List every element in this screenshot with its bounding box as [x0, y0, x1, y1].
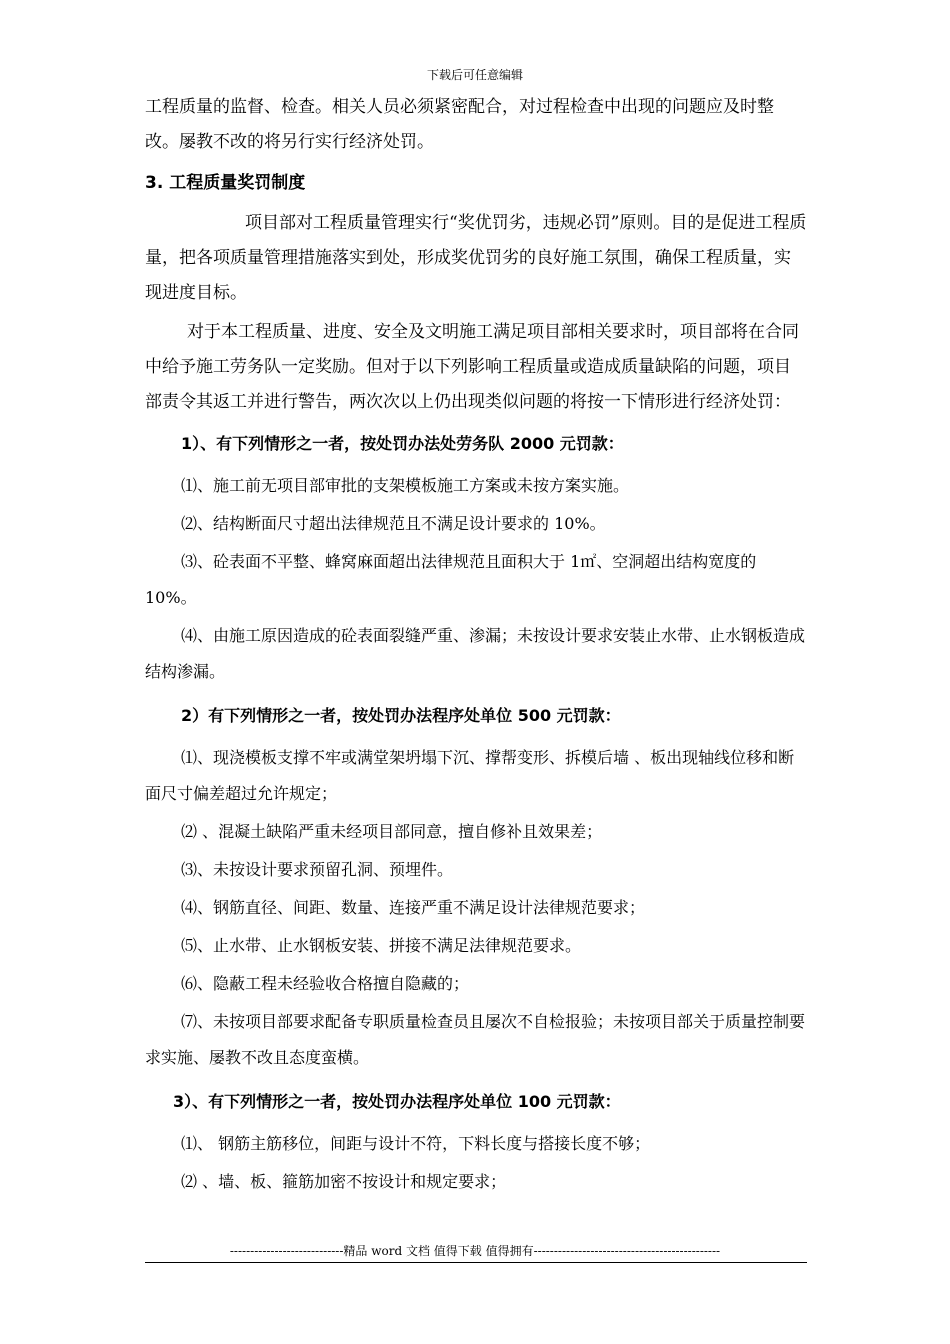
- paragraph-rewards: 对于本工程质量、进度、安全及文明施工满足项目部相关要求时，项目部将在合同中给予施工劳务队一定奖励。但对于以下列影响工程质量或造成质量缺陷的问题，项目部责令其返工并进行警告，两次次以上仍出现类似问题的将按一下情形进行经济处罚：: [145, 322, 799, 412]
- penalty-item: ⑹、隐蔽工程未经验收合格擅自隐藏的；: [181, 974, 470, 993]
- penalty-item: ⑸、止水带、止水钢板安装、拼接不满足法律规范要求。: [181, 936, 582, 955]
- header-note: 下载后可任意编辑: [426, 68, 523, 82]
- paragraph-intro: 工程质量的监督、检查。相关人员必须紧密配合，对过程检查中出现的问题应及时整改。屡教不改的将另行实行经济处罚。: [145, 97, 774, 152]
- penalty-item: ⑺、未按项目部要求配备专职质量检查员且屡次不自检报验；未按项目部关于质量控制要求实施、屡教不改且态度蛮横。: [145, 1012, 806, 1067]
- penalty-item: ⑵ 、墙、板、箍筋加密不按设计和规定要求；: [181, 1172, 507, 1191]
- penalty-item: ⑵ 、混凝土缺陷严重未经项目部同意，擅自修补且效果差；: [181, 822, 603, 841]
- document-body: [145, 90, 807, 1202]
- penalty-item: ⑷、由施工原因造成的砼表面裂缝严重、渗漏；未按设计要求安装止水带、止水钢板造成结构渗漏。: [145, 626, 806, 681]
- penalty-item: ⑴、施工前无项目部审批的支架模板施工方案或未按方案实施。: [181, 476, 630, 495]
- section-heading: 3. 工程质量奖罚制度: [145, 173, 306, 193]
- footer-divider: [145, 1262, 807, 1263]
- penalty-item: ⑴、现浇模板支撑不牢或满堂架坍塌下沉、撑帮变形、拆模后墙 、板出现轴线位移和断面尺寸偏差超过允许规定；: [145, 748, 795, 803]
- penalty-heading-1: 1）、有下列情形之一者，按处罚办法处劳务队 2000 元罚款：: [181, 434, 624, 453]
- penalty-item: ⑵、结构断面尺寸超出法律规范且不满足设计要求的 10%。: [181, 514, 606, 533]
- penalty-item: ⑶、未按设计要求预留孔洞、预埋件。: [181, 860, 454, 879]
- penalty-heading-3: 3）、有下列情形之一者，按处罚办法程序处单位 100 元罚款：: [173, 1092, 621, 1111]
- footer-banner: ----------------------------精品 word 文档 值得下载 值得拥有----------------------------------------------: [229, 1244, 721, 1258]
- penalty-heading-2: 2）有下列情形之一者，按处罚办法程序处单位 500 元罚款：: [181, 706, 621, 725]
- penalty-item: ⑴、 钢筋主筋移位，间距与设计不符，下料长度与搭接长度不够；: [181, 1134, 651, 1153]
- penalty-item: ⑷、钢筋直径、间距、数量、连接严重不满足设计法律规范要求；: [181, 898, 646, 917]
- penalty-item: ⑶、砼表面不平整、蜂窝麻面超出法律规范且面积大于 1㎡、空洞超出结构宽度的 10%。: [145, 552, 757, 607]
- paragraph-principle: 项目部对工程质量管理实行“奖优罚劣，违规必罚”原则。目的是促进工程质量，把各项质量管理措施落实到处，形成奖优罚劣的良好施工氛围，确保工程质量，实现进度目标。: [145, 213, 807, 303]
